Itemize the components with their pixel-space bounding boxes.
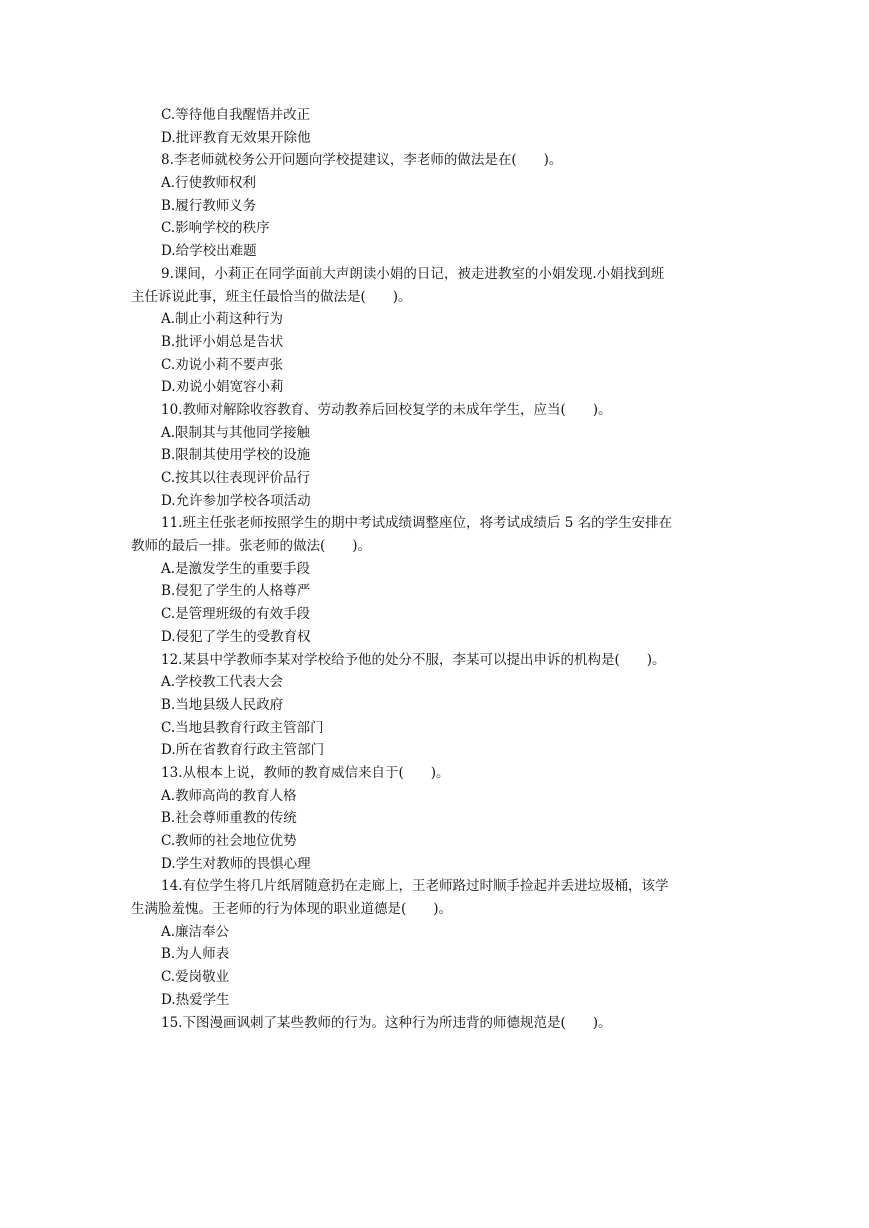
answer-option: D.学生对教师的畏惧心理 [161, 855, 311, 872]
answer-option: B.当地县级人民政府 [161, 696, 284, 713]
question-text: 11.班主任张老师按照学生的期中考试成绩调整座位，将考试成绩后 5 名的学生安排在 [161, 515, 673, 532]
answer-option: B.为人师表 [161, 946, 230, 963]
question-text: 8.李老师就校务公开问题向学校提建议，李老师的做法是在( )。 [161, 152, 563, 169]
document-body [0, 104, 869, 1034]
question-text: 13.从根本上说，教师的教育威信来自于( )。 [161, 764, 450, 781]
answer-option: C.爱岗敬业 [161, 969, 230, 986]
question-text-continued: 教师的最后一排。张老师的做法( )。 [131, 538, 372, 555]
answer-option: C.按其以往表现评价品行 [161, 470, 311, 486]
answer-option: C.等待他自我醒悟并改正 [161, 107, 311, 123]
answer-option: D.侵犯了学生的受教育权 [161, 628, 311, 645]
answer-option: A.教师高尚的教育人格 [161, 787, 297, 804]
answer-option: D.批评教育无效果开除他 [161, 129, 311, 146]
answer-option: C.当地县教育行政主管部门 [161, 719, 324, 736]
answer-option: A.制止小莉这种行为 [161, 311, 284, 328]
question-text: 14.有位学生将几片纸屑随意扔在走廊上，王老师路过时顺手捡起并丢进垃圾桶，该学 [161, 878, 669, 895]
answer-option: D.允许参加学校各项活动 [161, 492, 311, 509]
answer-option: D.所在省教育行政主管部门 [161, 742, 325, 759]
question-text: 12.某县中学教师李某对学校给予他的处分不服，李某可以提出申诉的机构是( )。 [161, 651, 666, 668]
answer-option: B.批评小娟总是告状 [161, 333, 284, 350]
answer-option: D.热爱学生 [161, 991, 230, 1008]
answer-option: B.限制其使用学校的设施 [161, 447, 311, 464]
question-text-continued: 生满脸羞愧。王老师的行为体现的职业道德是( )。 [131, 901, 453, 918]
answer-option: C.劝说小莉不要声张 [161, 356, 284, 373]
answer-option: A.限制其与其他同学接触 [161, 424, 311, 441]
answer-option: C.影响学校的秩序 [161, 220, 270, 237]
answer-option: A.学校教工代表大会 [161, 674, 284, 691]
question-text: 10.教师对解除收容教育、劳动教养后回校复学的未成年学生，应当( )。 [161, 401, 612, 418]
question-text: 9.课间，小莉正在同学面前大声朗读小娟的日记，被走进教室的小娟发现.小娟找到班 [161, 265, 665, 282]
answer-option: A.廉洁奉公 [161, 923, 230, 940]
answer-option: B.履行教师义务 [161, 197, 257, 214]
answer-option: A.行使教师权利 [161, 175, 257, 192]
answer-option: B.社会尊师重教的传统 [161, 810, 297, 827]
answer-option: D.给学校出难题 [161, 243, 257, 260]
answer-option: B.侵犯了学生的人格尊严 [161, 583, 311, 600]
answer-option: C.教师的社会地位优势 [161, 833, 297, 849]
question-text-continued: 主任诉说此事，班主任最恰当的做法是( )。 [131, 288, 412, 305]
answer-option: A.是激发学生的重要手段 [161, 560, 311, 577]
question-text: 15.下图漫画讽刺了某些教师的行为。这种行为所违背的师德规范是( )。 [161, 1014, 612, 1031]
answer-option: D.劝说小娟宽容小莉 [161, 379, 284, 396]
answer-option: C.是管理班级的有效手段 [161, 606, 311, 623]
